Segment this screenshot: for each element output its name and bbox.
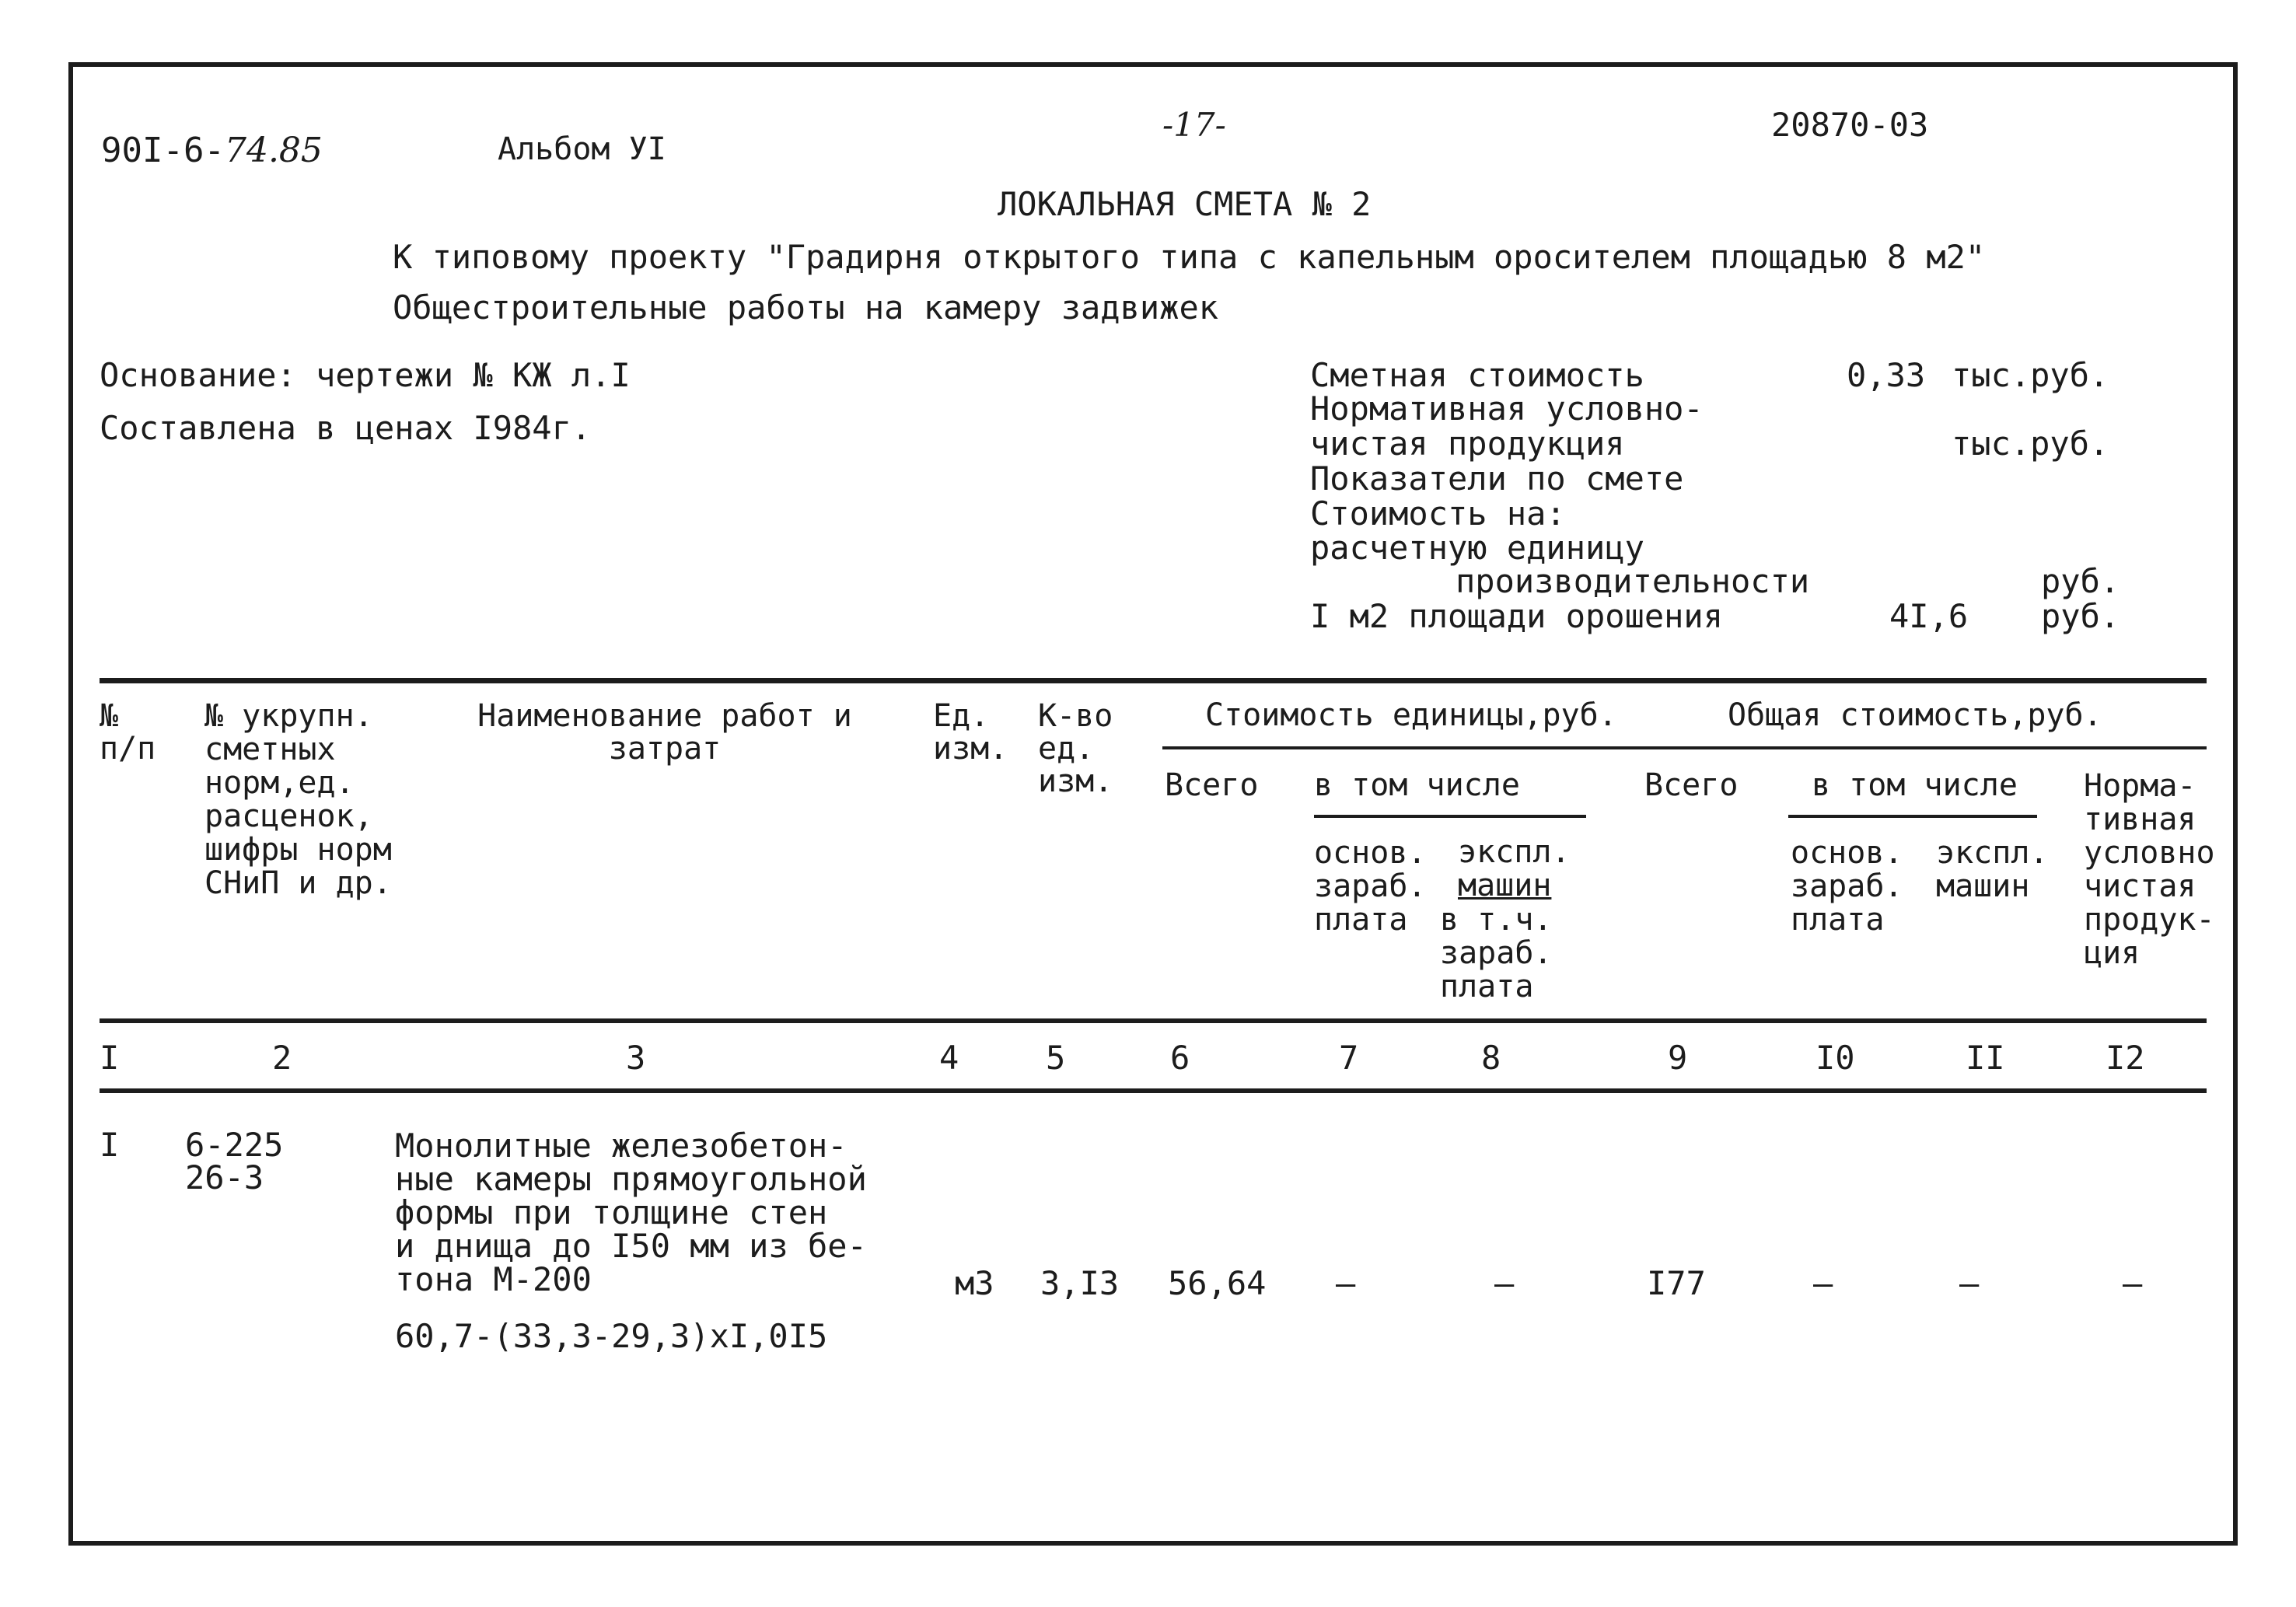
- basis-line: Основание: чертежи № КЖ л.I: [100, 356, 631, 394]
- row-total-wage: –: [1813, 1264, 1833, 1302]
- row-unit-total: 56,64: [1168, 1264, 1267, 1302]
- header-total-cost-group: Общая стоимость,руб.: [1728, 697, 2102, 733]
- column-number-10: I0: [1815, 1039, 1855, 1077]
- column-number-6: 6: [1170, 1039, 1190, 1077]
- header-bottom-rule: [100, 1018, 2207, 1023]
- row-total-machines: –: [1959, 1264, 1980, 1302]
- header-unit-basic-wage: основ. зараб. плата: [1314, 835, 1427, 938]
- header-unit-machines-note: в т.ч. зараб. плата: [1440, 902, 1553, 1004]
- column-number-5: 5: [1046, 1039, 1066, 1077]
- table-top-rule: [100, 678, 2207, 683]
- header-unit-including: в том числе: [1314, 767, 1520, 803]
- header-total-basic-wage: основ. зараб. плата: [1791, 835, 1903, 938]
- row-qty: 3,I3: [1040, 1264, 1120, 1302]
- document-title: ЛОКАЛЬНАЯ СМЕТА № 2: [998, 185, 1372, 223]
- including-rule-left: [1314, 815, 1586, 818]
- unit-unit: руб.: [2041, 562, 2120, 600]
- area-unit: руб.: [2041, 597, 2120, 635]
- works-line: Общестроительные работы на камеру задвижек: [393, 288, 1219, 327]
- column-number-8: 8: [1481, 1039, 1501, 1077]
- header-unit-machines: экспл.: [1458, 834, 1571, 870]
- including-rule-right: [1788, 815, 2037, 818]
- row-unit: м3: [955, 1264, 994, 1302]
- header-unit-total: Всего: [1165, 767, 1259, 803]
- column-number-11: II: [1966, 1039, 2005, 1077]
- row-num: I: [100, 1126, 120, 1164]
- row-unit-machines: –: [1494, 1264, 1515, 1302]
- header-unit-cost-group: Стоимость единицы,руб.: [1205, 697, 1617, 733]
- area-label: I м2 площади орошения: [1310, 597, 1724, 635]
- page-number: -17-: [1162, 106, 1226, 144]
- nup-unit: тыс.руб.: [1952, 424, 2109, 463]
- page-frame: [68, 62, 2238, 1546]
- column-number-9: 9: [1668, 1039, 1688, 1077]
- indicators-label: Показатели по смете: [1310, 459, 1684, 498]
- row-formula: 60,7-(33,3-29,3)хI,0I5: [395, 1317, 828, 1355]
- header-col-name: Наименование работ и затрат: [477, 698, 852, 767]
- column-number-7: 7: [1339, 1039, 1359, 1077]
- row-unit-wage: –: [1336, 1264, 1356, 1302]
- row-code: 6-225 26-3: [185, 1126, 284, 1197]
- group-rule: [1162, 746, 2207, 749]
- cost-value: 0,33: [1847, 356, 1926, 394]
- numbers-bottom-rule: [100, 1088, 2207, 1093]
- nup-label-1: Нормативная условно-: [1310, 390, 1704, 428]
- prices-line: Составлена в ценах I984г.: [100, 409, 592, 447]
- cost-unit: тыс.руб.: [1952, 356, 2109, 394]
- album-label: Альбом УI: [498, 131, 666, 167]
- header-total-machines: экспл. машин: [1936, 835, 2049, 904]
- unit-label-1: расчетную единицу: [1310, 529, 1644, 567]
- header-col-unit: Ед. изм.: [933, 698, 1008, 767]
- row-total: I77: [1647, 1264, 1706, 1302]
- row-total-nup: –: [2123, 1264, 2143, 1302]
- column-number-3: 3: [626, 1039, 646, 1077]
- cost-label: Сметная стоимость: [1310, 356, 1644, 394]
- cost-per-label: Стоимость на:: [1310, 494, 1566, 533]
- column-number-2: 2: [272, 1039, 292, 1077]
- column-number-4: 4: [939, 1039, 959, 1077]
- stamp-number: 20870-03: [1771, 106, 1929, 144]
- row-name: Монолитные железобетон- ные камеры прямоугольной формы при толщине стен и днища до I50 мм из бе- тона М-200: [395, 1127, 867, 1298]
- header-total-nup: Норма- тивная условно чистая продук- ция: [2084, 768, 2215, 971]
- doc-code: 90I-6-74.85: [101, 131, 323, 170]
- header-col-code: № укрупн. сметных норм,ед. расценок, шифры норм СНиП и др.: [204, 698, 392, 901]
- column-number-1: I: [100, 1039, 120, 1077]
- header-total-including: в том числе: [1812, 767, 2018, 803]
- column-number-12: I2: [2106, 1039, 2145, 1077]
- area-value: 4I,6: [1889, 597, 1969, 635]
- header-total-total: Всего: [1644, 767, 1739, 803]
- project-line: К типовому проекту "Градирня открытого типа с капельным оросителем площадью 8 м2": [393, 238, 1986, 276]
- nup-label-2: чистая продукция: [1310, 424, 1625, 463]
- unit-label-2: производительности: [1456, 562, 1810, 600]
- header-col-qty: К-во ед. изм.: [1038, 698, 1113, 799]
- header-unit-machines-2: машин: [1458, 868, 1552, 903]
- header-col-num: № п/п: [100, 698, 156, 767]
